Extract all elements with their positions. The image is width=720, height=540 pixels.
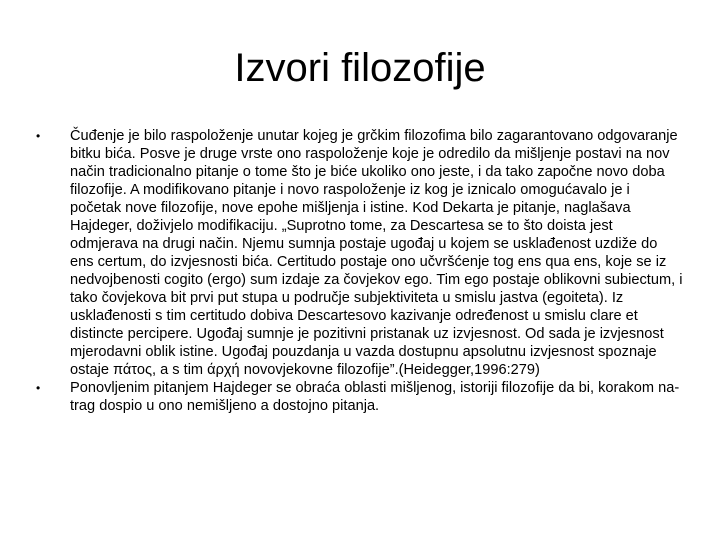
bullet-item: [36, 379, 684, 415]
bullet-text: Čuđenje je bilo raspoloženje unutar kojeg je grčkim filozofima bilo zagarantovano odgovaranje bitku bića. Posve je druge vrste ono raspoloženje koje je odredilo da mišljenje postavi na nov način tradicionalno pitanje o tome što je biće ukoliko ono jeste, i da tako započne novo doba filozofije. A modifikovano pitanje i novo raspoloženje iz kog je iznicalo omogućavalo je i početak nove filozofije, nove epohe mišljenja i istine. Kod Dekarta je pitanje, naglašava Hajdeger, doživjelo modifikaciju. „Suprotno tome, za Descartesa se to što doista jest odmjerava na drugi način. Njemu sumnja postaje ugođaj u kojem se usklađenost uzdiže do ens certum, do izvjesnosti bića. Certitudo postaje ono učvršćenje tog ens qua ens, koje se iz nedvojbenosti cogito (ergo) sum izdaje za čovjekov ego. Tim ego postaje oblikovni subiectum, i tako čovjekova bit prvi put stupa u područje subjektiviteta u smislu jastva (egoiteta). Iz usklađenosti s tim certitudo dobiva Descartesovo kazivanje određenost u smislu clare et distincte percipere. Ugođaj sumnje je pozitivni pristanak uz izvjesnost. Od sada je izvjesnost mjerodavni oblik istine. Ugođaj pouzdanja u vazda dostupnu apsolutnu izvjesnost spoznaje ostaje πάτος, a s tim άρχή novovjekovne filozofije”.(Heidegger,1996:279): [70, 128, 683, 378]
bullet-list: [36, 127, 684, 415]
bullet-dot-icon: •: [36, 129, 41, 143]
bullet-dot-icon: •: [36, 381, 41, 395]
bullet-text: Ponovljenim pitanjem Hajdeger se obraća oblasti mišljenog, istoriji filozofije da bi, korakom na-trag dospio u ono nemišljeno a dostojno pitanja.: [70, 380, 680, 414]
slide-title: Izvori filozofije: [234, 46, 486, 90]
bullet-item: [36, 127, 684, 379]
